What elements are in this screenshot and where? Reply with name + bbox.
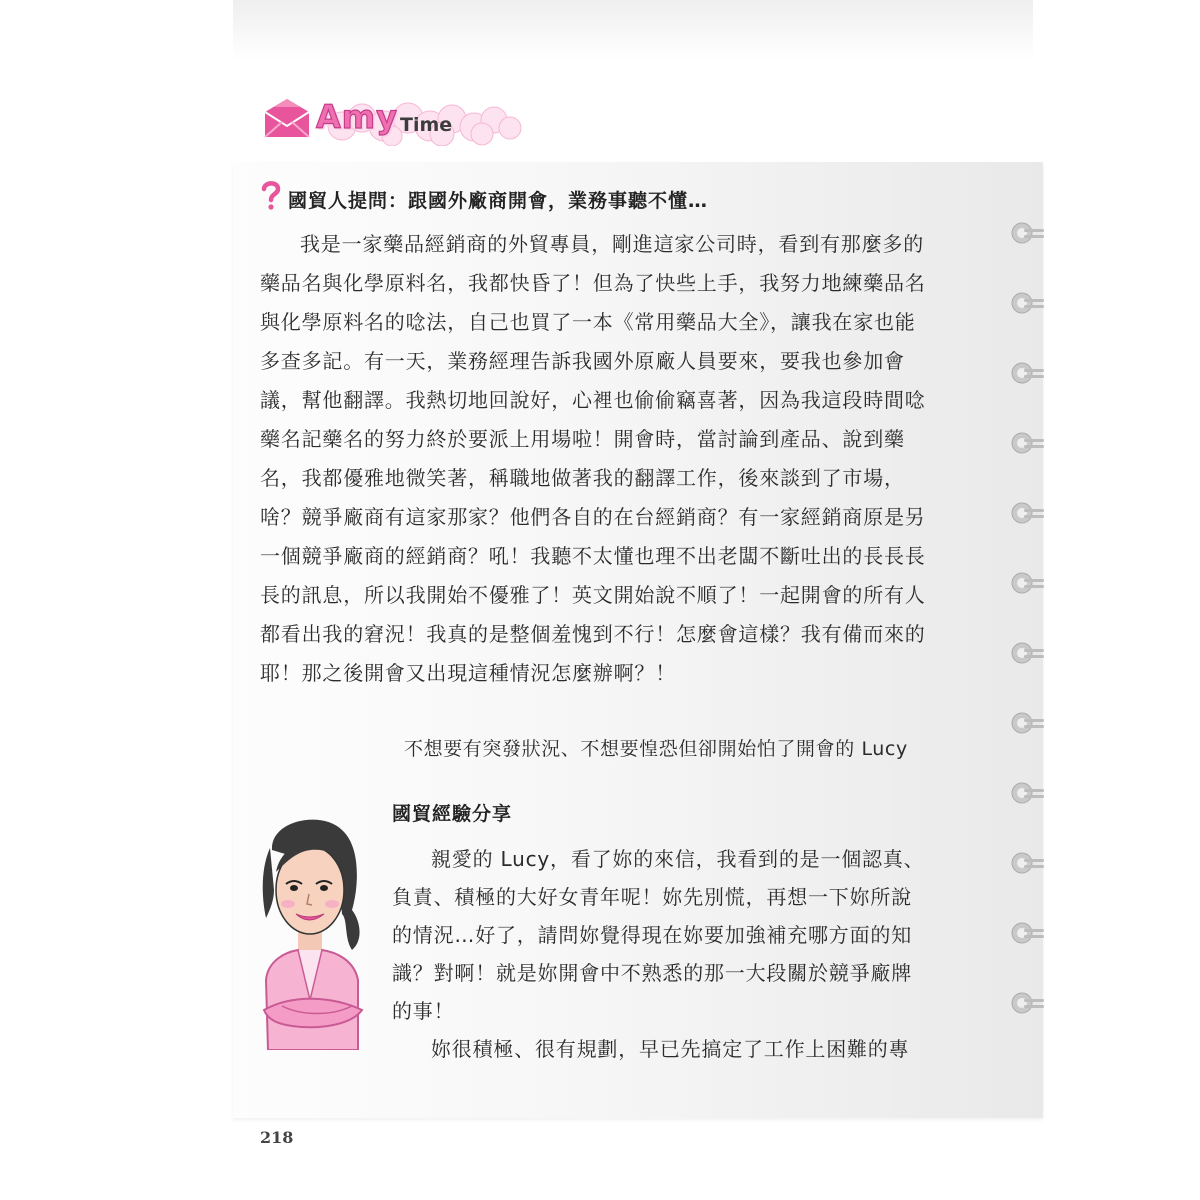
letter-line: 長的訊息，所以我開始不優雅了！英文開始說不順了！一起開會的所有人 — [260, 583, 926, 607]
reply-line: 的情況…好了，請問妳覺得現在妳要加強補充哪方面的知 — [392, 923, 912, 947]
reply-line: 識？對啊！就是妳開會中不熟悉的那一大段關於競爭廠牌 — [392, 961, 912, 985]
letter-line: 都看出我的窘況！我真的是整個羞愧到不行！怎麼會這樣？我有備而來的 — [260, 622, 926, 646]
spiral-ring-icon — [1010, 778, 1046, 808]
brand-time-text: Time — [400, 114, 453, 136]
letter-line: 議，幫他翻譯。我熱切地回說好，心裡也偷偷竊喜著，因為我這段時間唸 — [260, 388, 926, 412]
spiral-ring-icon — [1010, 218, 1046, 248]
letter-line: 一個競爭廠商的經銷商？吼！我聽不太懂也理不出老闆不斷吐出的長長長 — [260, 544, 926, 568]
question-mark-icon — [259, 180, 283, 210]
amy-time-header — [262, 90, 522, 150]
letter-line: 耶！那之後開會又出現這種情況怎麼辦啊？！ — [260, 661, 676, 685]
spiral-ring-icon — [1010, 848, 1046, 878]
letter-line: 我是一家藥品經銷商的外貿專員，剛進這家公司時，看到有那麼多的 — [300, 232, 924, 256]
spiral-ring-icon — [1010, 708, 1046, 738]
spiral-ring-icon — [1010, 358, 1046, 388]
question-title: 國貿人提問：跟國外廠商開會，業務事聽不懂… — [288, 190, 709, 212]
letter-line: 藥品名與化學原料名，我都快昏了！但為了快些上手，我努力地練藥品名 — [260, 271, 926, 295]
spiral-ring-icon — [1010, 568, 1046, 598]
spiral-ring-icon — [1010, 498, 1046, 528]
letter-signature: 不想要有突發狀況、不想要惶恐但卻開始怕了開會的 Lucy — [404, 738, 908, 760]
letter-line: 名，我都優雅地微笑著，稱職地做著我的翻譯工作，後來談到了市場， — [260, 466, 905, 490]
envelope-icon — [262, 96, 312, 140]
spiral-ring-icon — [1010, 638, 1046, 668]
spiral-ring-icon — [1010, 288, 1046, 318]
spiral-ring-icon — [1010, 988, 1046, 1018]
paper-shadow — [233, 0, 1033, 60]
page-number: 218 — [260, 1128, 294, 1147]
share-heading: 國貿經驗分享 — [392, 803, 513, 825]
letter-line: 與化學原料名的唸法，自己也買了一本《常用藥品大全》，讓我在家也能 — [260, 310, 916, 334]
letter-line: 藥名記藥名的努力終於要派上用場啦！開會時，當討論到產品、說到藥 — [260, 427, 905, 451]
brand-amy-text: Amy — [316, 98, 398, 136]
reply-line: 的事！ — [392, 999, 455, 1023]
spiral-ring-icon — [1010, 428, 1046, 458]
spiral-ring-icon — [1010, 918, 1046, 948]
letter-line: 多查多記。有一天，業務經理告訴我國外原廠人員要來，要我也參加會 — [260, 349, 905, 373]
letter-line: 啥？競爭廠商有這家那家？他們各自的在台經銷商？有一家經銷商原是另 — [260, 505, 926, 529]
reply-line: 負責、積極的大好女青年呢！妳先別慌，再想一下妳所說 — [392, 885, 912, 909]
amy-avatar-illustration — [252, 810, 382, 1050]
reply-line: 親愛的 Lucy，看了妳的來信，我看到的是一個認真、 — [431, 847, 925, 871]
reply-line: 妳很積極、很有規劃，早已先搞定了工作上困難的專 — [431, 1037, 910, 1061]
